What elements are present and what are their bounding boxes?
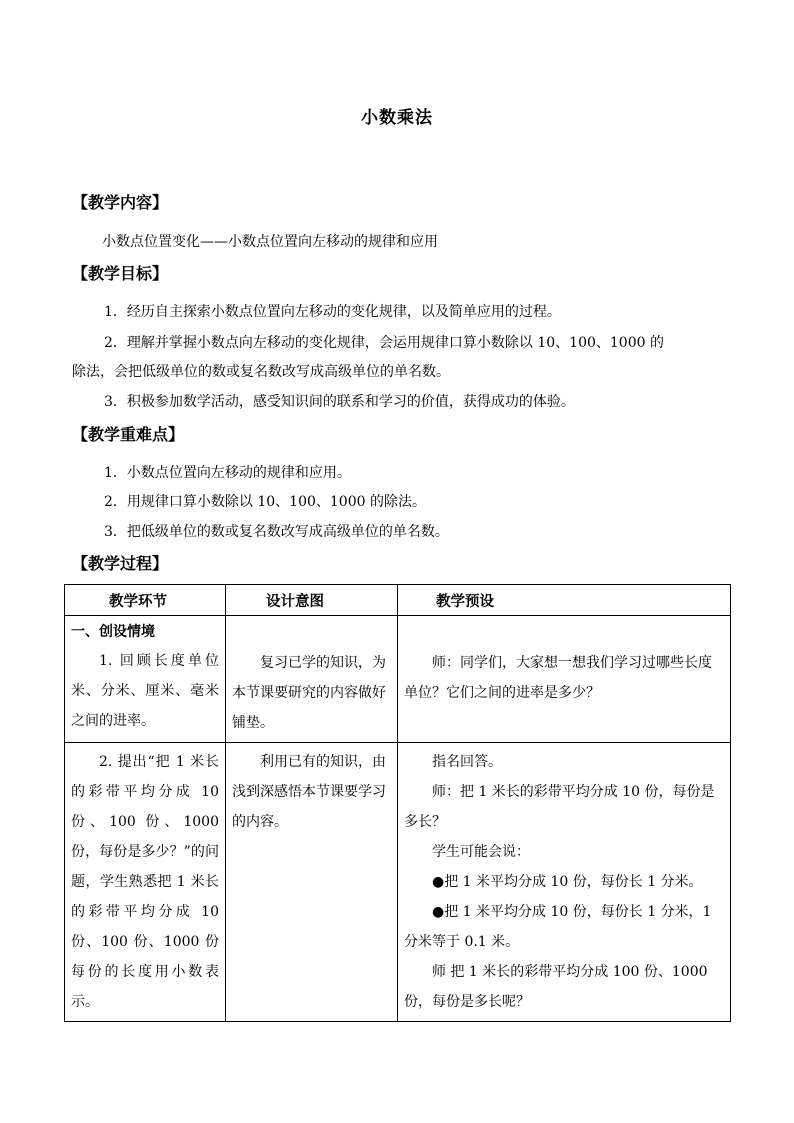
goal-item: 2．理解并掌握小数点向左移动的变化规律，会运用规律口算小数除以 10、100、1000 的: [104, 335, 664, 351]
table-cell: [226, 743, 398, 1022]
preset-line: ●把 1 米平均分成 10 份，每份长 1 分米。: [432, 874, 703, 890]
table-cell: [226, 616, 398, 743]
teaching-process-table: [64, 584, 731, 1022]
header-intent: 设计意图: [266, 592, 324, 610]
preset-line: 师 把 1 米长的彩带平均分成 100 份、1000 份，每份是多长呢？: [404, 964, 708, 1010]
step-text: 1. 回顾长度单位米、分米、厘米、毫米之间的进率。: [71, 653, 219, 729]
key-point-item: 3．把低级单位的数或复名数改写成高级单位的单名数。: [104, 524, 449, 540]
header-cell: [398, 585, 731, 616]
goal-item: 1．经历自主探索小数点位置向左移动的变化规律，以及简单应用的过程。: [104, 304, 561, 320]
process-heading: 【教学过程】: [72, 554, 169, 573]
preset-line: ●把 1 米平均分成 10 份，每份长 1 分米，1 分米等于 0.1 米。: [404, 904, 712, 950]
header-step: 教学环节: [109, 592, 167, 610]
table-cell: [65, 616, 226, 743]
header-cell: [65, 585, 226, 616]
page-title: 小数乘法: [361, 108, 433, 128]
table-row: [65, 616, 731, 743]
table-header-row: [65, 585, 731, 616]
key-point-item: 1．小数点位置向左移动的规律和应用。: [104, 465, 351, 481]
preset-line: 师：把 1 米长的彩带平均分成 10 份，每份是多长？: [404, 784, 715, 830]
goal-item: 3．积极参加数学活动，感受知识间的联系和学习的价值，获得成功的体验。: [104, 394, 575, 410]
intent-text: 复习已学的知识，为本节课要研究的内容做好铺垫。: [232, 655, 386, 731]
goal-item-continuation: 除法，会把低级单位的数或复名数改写成高级单位的单名数。: [72, 364, 450, 380]
goals-heading: 【教学目标】: [72, 264, 169, 283]
key-points-heading: 【教学重难点】: [72, 425, 185, 444]
header-cell: [226, 585, 398, 616]
section-title: 一、创设情境: [71, 624, 155, 640]
intent-text: 利用已有的知识，由浅到深感悟本节课要学习的内容。: [232, 754, 386, 830]
table-cell: [398, 616, 731, 743]
content-text: 小数点位置变化——小数点位置向左移动的规律和应用: [102, 234, 438, 250]
preset-text: 师：同学们，大家想一想我们学习过哪些长度单位？它们之间的进率是多少？: [404, 655, 712, 701]
table-cell: [65, 743, 226, 1022]
table-cell: [398, 743, 731, 1022]
header-preset: 教学预设: [436, 592, 494, 610]
table-row: [65, 743, 731, 1022]
key-point-item: 2．用规律口算小数除以 10、100、1000 的除法。: [104, 494, 426, 510]
step-text: 2. 提出“把 1 米长的彩带平均分成 10 份、100 份、1000 份，每份是多少？”的问题，学生熟悉把 1 米长的彩带平均分成 10 份、100 份、1000 份每份的长度用小数表示。: [71, 754, 219, 1010]
preset-line: 指名回答。: [432, 754, 502, 770]
content-heading: 【教学内容】: [72, 193, 169, 212]
preset-line: 学生可能会说：: [432, 844, 530, 860]
